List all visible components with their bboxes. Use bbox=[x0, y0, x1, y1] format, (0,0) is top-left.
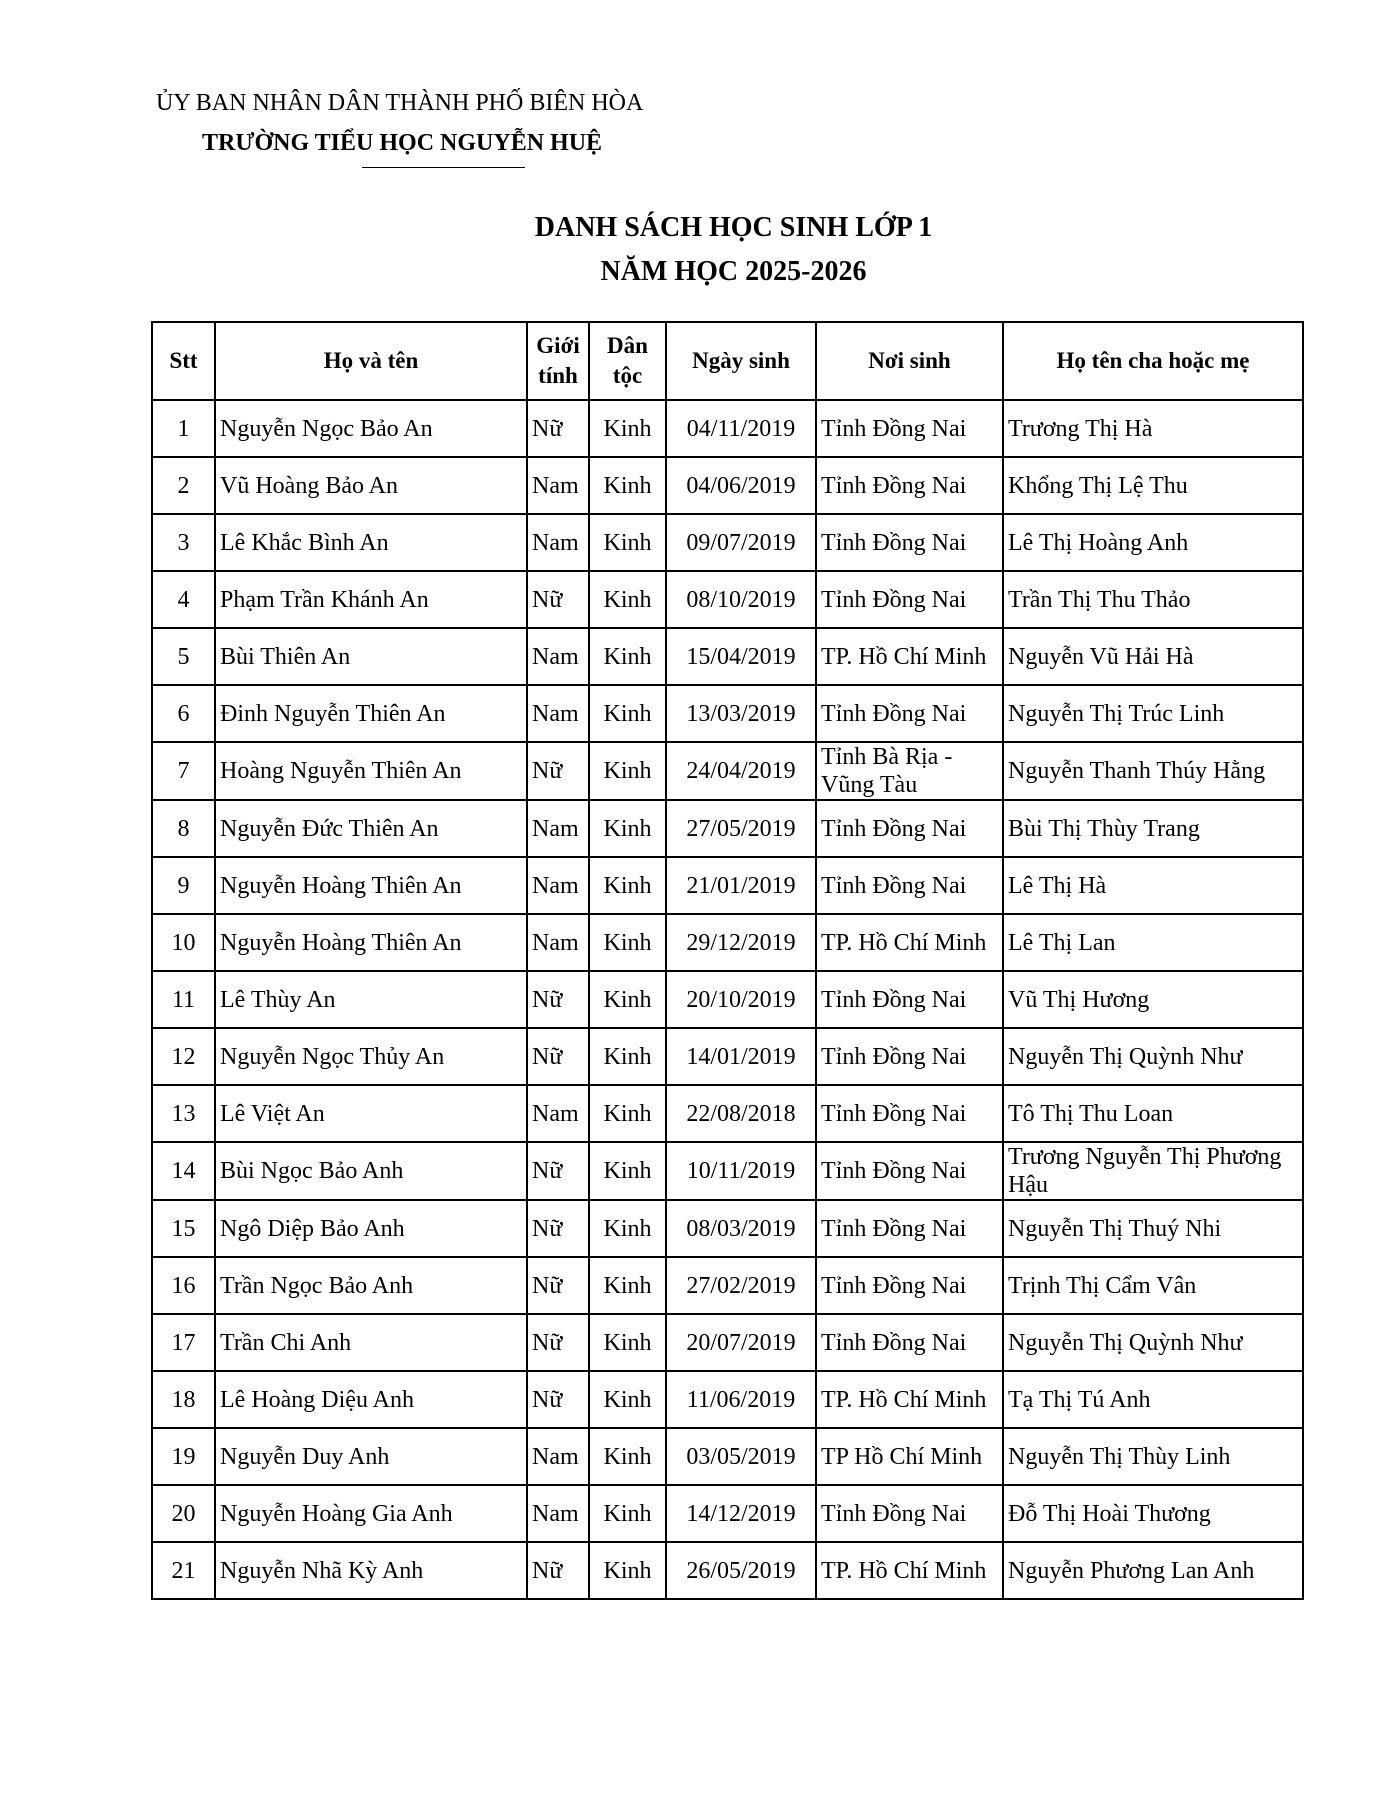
cell-dob: 03/05/2019 bbox=[666, 1428, 816, 1485]
cell-parent-name: Trần Thị Thu Thảo bbox=[1003, 571, 1303, 628]
student-table bbox=[151, 321, 1304, 1600]
cell-stt: 7 bbox=[152, 742, 215, 800]
cell-dob: 04/06/2019 bbox=[666, 457, 816, 514]
cell-student-name: Lê Khắc Bình An bbox=[215, 514, 527, 571]
cell-gender: Nữ bbox=[527, 1200, 589, 1257]
cell-gender: Nữ bbox=[527, 1028, 589, 1085]
cell-gender: Nữ bbox=[527, 742, 589, 800]
cell-parent-name: Lê Thị Hà bbox=[1003, 857, 1303, 914]
cell-dob: 20/07/2019 bbox=[666, 1314, 816, 1371]
cell-ethnicity: Kinh bbox=[589, 1428, 666, 1485]
cell-gender: Nam bbox=[527, 457, 589, 514]
table-row bbox=[152, 457, 1303, 514]
cell-ethnicity: Kinh bbox=[589, 800, 666, 857]
cell-parent-name: Lê Thị Hoàng Anh bbox=[1003, 514, 1303, 571]
cell-student-name: Nguyễn Duy Anh bbox=[215, 1428, 527, 1485]
cell-parent-name: Đỗ Thị Hoài Thương bbox=[1003, 1485, 1303, 1542]
cell-pob: TP. Hồ Chí Minh bbox=[816, 1542, 1003, 1599]
cell-pob: Tỉnh Đồng Nai bbox=[816, 514, 1003, 571]
header-dob: Ngày sinh bbox=[666, 322, 816, 400]
school-name: TRƯỜNG TIỂU HỌC NGUYỄN HUỆ bbox=[202, 130, 603, 156]
table-row bbox=[152, 1085, 1303, 1142]
cell-parent-name: Trịnh Thị Cẩm Vân bbox=[1003, 1257, 1303, 1314]
table-row bbox=[152, 971, 1303, 1028]
cell-gender: Nam bbox=[527, 685, 589, 742]
table-row bbox=[152, 685, 1303, 742]
cell-stt: 6 bbox=[152, 685, 215, 742]
authority-name: ỦY BAN NHÂN DÂN THÀNH PHỐ BIÊN HÒA bbox=[156, 90, 644, 116]
header-gender-line1: Giới bbox=[536, 333, 580, 358]
cell-dob: 13/03/2019 bbox=[666, 685, 816, 742]
cell-ethnicity: Kinh bbox=[589, 1200, 666, 1257]
cell-stt: 19 bbox=[152, 1428, 215, 1485]
cell-stt: 8 bbox=[152, 800, 215, 857]
cell-ethnicity: Kinh bbox=[589, 1485, 666, 1542]
cell-parent-name: Tạ Thị Tú Anh bbox=[1003, 1371, 1303, 1428]
cell-parent-name: Bùi Thị Thùy Trang bbox=[1003, 800, 1303, 857]
cell-stt: 9 bbox=[152, 857, 215, 914]
cell-pob: Tỉnh Đồng Nai bbox=[816, 685, 1003, 742]
cell-gender: Nam bbox=[527, 914, 589, 971]
cell-pob: TP. Hồ Chí Minh bbox=[816, 628, 1003, 685]
cell-student-name: Trần Ngọc Bảo Anh bbox=[215, 1257, 527, 1314]
cell-pob: Tỉnh Đồng Nai bbox=[816, 800, 1003, 857]
table-row bbox=[152, 1314, 1303, 1371]
cell-stt: 12 bbox=[152, 1028, 215, 1085]
cell-stt: 17 bbox=[152, 1314, 215, 1371]
cell-gender: Nam bbox=[527, 514, 589, 571]
cell-pob: Tỉnh Đồng Nai bbox=[816, 400, 1003, 457]
cell-student-name: Lê Thùy An bbox=[215, 971, 527, 1028]
cell-parent-name: Trương Thị Hà bbox=[1003, 400, 1303, 457]
cell-pob: Tỉnh Đồng Nai bbox=[816, 1485, 1003, 1542]
table-row bbox=[152, 571, 1303, 628]
cell-ethnicity: Kinh bbox=[589, 1028, 666, 1085]
table-row bbox=[152, 628, 1303, 685]
table-row bbox=[152, 742, 1303, 800]
cell-stt: 10 bbox=[152, 914, 215, 971]
school-underline bbox=[362, 167, 525, 168]
cell-pob: TP. Hồ Chí Minh bbox=[816, 914, 1003, 971]
cell-pob: Tỉnh Đồng Nai bbox=[816, 1085, 1003, 1142]
header-gender-line2: tính bbox=[538, 363, 578, 388]
cell-pob: Tỉnh Đồng Nai bbox=[816, 1257, 1003, 1314]
table-row bbox=[152, 1371, 1303, 1428]
cell-pob: TP Hồ Chí Minh bbox=[816, 1428, 1003, 1485]
header-ethnicity-line2: tộc bbox=[612, 363, 643, 388]
header-ethnicity-line1: Dân bbox=[607, 333, 648, 358]
cell-student-name: Nguyễn Hoàng Thiên An bbox=[215, 857, 527, 914]
cell-ethnicity: Kinh bbox=[589, 571, 666, 628]
cell-dob: 08/03/2019 bbox=[666, 1200, 816, 1257]
table-row bbox=[152, 1428, 1303, 1485]
cell-student-name: Lê Việt An bbox=[215, 1085, 527, 1142]
cell-ethnicity: Kinh bbox=[589, 1142, 666, 1200]
cell-parent-name: Nguyễn Thị Quỳnh Như bbox=[1003, 1028, 1303, 1085]
cell-dob: 15/04/2019 bbox=[666, 628, 816, 685]
cell-pob: Tỉnh Đồng Nai bbox=[816, 971, 1003, 1028]
cell-gender: Nam bbox=[527, 1428, 589, 1485]
table-row bbox=[152, 800, 1303, 857]
cell-stt: 3 bbox=[152, 514, 215, 571]
cell-dob: 22/08/2018 bbox=[666, 1085, 816, 1142]
table-row bbox=[152, 914, 1303, 971]
cell-gender: Nữ bbox=[527, 1542, 589, 1599]
cell-pob: TP. Hồ Chí Minh bbox=[816, 1371, 1003, 1428]
cell-stt: 18 bbox=[152, 1371, 215, 1428]
cell-dob: 24/04/2019 bbox=[666, 742, 816, 800]
school-year-title: NĂM HỌC 2025-2026 bbox=[600, 256, 867, 287]
table-header-row bbox=[152, 322, 1303, 400]
cell-parent-name: Vũ Thị Hương bbox=[1003, 971, 1303, 1028]
cell-dob: 09/07/2019 bbox=[666, 514, 816, 571]
cell-parent-name: Nguyễn Phương Lan Anh bbox=[1003, 1542, 1303, 1599]
cell-gender: Nữ bbox=[527, 971, 589, 1028]
cell-gender: Nam bbox=[527, 857, 589, 914]
table-row bbox=[152, 400, 1303, 457]
cell-parent-name: Nguyễn Thanh Thúy Hằng bbox=[1003, 742, 1303, 800]
cell-gender: Nữ bbox=[527, 571, 589, 628]
cell-ethnicity: Kinh bbox=[589, 1314, 666, 1371]
cell-parent-name: Nguyễn Thị Quỳnh Như bbox=[1003, 1314, 1303, 1371]
cell-ethnicity: Kinh bbox=[589, 1542, 666, 1599]
cell-student-name: Nguyễn Nhã Kỳ Anh bbox=[215, 1542, 527, 1599]
cell-stt: 4 bbox=[152, 571, 215, 628]
cell-stt: 11 bbox=[152, 971, 215, 1028]
cell-parent-name: Nguyễn Thị Thuý Nhi bbox=[1003, 1200, 1303, 1257]
header-pob: Nơi sinh bbox=[816, 322, 1003, 400]
cell-parent-name: Trương Nguyễn Thị Phương Hậu bbox=[1003, 1142, 1303, 1200]
cell-parent-name: Lê Thị Lan bbox=[1003, 914, 1303, 971]
cell-ethnicity: Kinh bbox=[589, 971, 666, 1028]
cell-dob: 21/01/2019 bbox=[666, 857, 816, 914]
cell-dob: 04/11/2019 bbox=[666, 400, 816, 457]
table-row bbox=[152, 1200, 1303, 1257]
cell-student-name: Nguyễn Đức Thiên An bbox=[215, 800, 527, 857]
cell-ethnicity: Kinh bbox=[589, 1257, 666, 1314]
cell-stt: 21 bbox=[152, 1542, 215, 1599]
cell-parent-name: Khổng Thị Lệ Thu bbox=[1003, 457, 1303, 514]
cell-gender: Nữ bbox=[527, 1142, 589, 1200]
cell-dob: 26/05/2019 bbox=[666, 1542, 816, 1599]
cell-parent-name: Nguyễn Vũ Hải Hà bbox=[1003, 628, 1303, 685]
cell-pob: Tỉnh Đồng Nai bbox=[816, 1142, 1003, 1200]
header-gender bbox=[527, 322, 589, 400]
cell-pob: Tỉnh Đồng Nai bbox=[816, 457, 1003, 514]
cell-student-name: Nguyễn Hoàng Gia Anh bbox=[215, 1485, 527, 1542]
cell-gender: Nữ bbox=[527, 1371, 589, 1428]
cell-dob: 27/02/2019 bbox=[666, 1257, 816, 1314]
cell-student-name: Vũ Hoàng Bảo An bbox=[215, 457, 527, 514]
cell-gender: Nam bbox=[527, 1085, 589, 1142]
cell-student-name: Hoàng Nguyễn Thiên An bbox=[215, 742, 527, 800]
table-row bbox=[152, 857, 1303, 914]
table-row bbox=[152, 1028, 1303, 1085]
cell-student-name: Bùi Ngọc Bảo Anh bbox=[215, 1142, 527, 1200]
cell-ethnicity: Kinh bbox=[589, 742, 666, 800]
cell-dob: 14/12/2019 bbox=[666, 1485, 816, 1542]
cell-ethnicity: Kinh bbox=[589, 457, 666, 514]
cell-stt: 2 bbox=[152, 457, 215, 514]
cell-stt: 5 bbox=[152, 628, 215, 685]
cell-dob: 08/10/2019 bbox=[666, 571, 816, 628]
cell-dob: 29/12/2019 bbox=[666, 914, 816, 971]
cell-stt: 14 bbox=[152, 1142, 215, 1200]
cell-dob: 11/06/2019 bbox=[666, 1371, 816, 1428]
cell-pob: Tỉnh Bà Rịa - Vũng Tàu bbox=[816, 742, 1003, 800]
cell-ethnicity: Kinh bbox=[589, 914, 666, 971]
cell-student-name: Đinh Nguyễn Thiên An bbox=[215, 685, 527, 742]
cell-gender: Nam bbox=[527, 800, 589, 857]
header-stt: Stt bbox=[152, 322, 215, 400]
cell-gender: Nam bbox=[527, 628, 589, 685]
cell-stt: 16 bbox=[152, 1257, 215, 1314]
cell-ethnicity: Kinh bbox=[589, 400, 666, 457]
cell-stt: 13 bbox=[152, 1085, 215, 1142]
document-title: DANH SÁCH HỌC SINH LỚP 1 bbox=[534, 212, 933, 243]
cell-gender: Nam bbox=[527, 1485, 589, 1542]
table-row bbox=[152, 1257, 1303, 1314]
cell-student-name: Bùi Thiên An bbox=[215, 628, 527, 685]
cell-parent-name: Tô Thị Thu Loan bbox=[1003, 1085, 1303, 1142]
cell-ethnicity: Kinh bbox=[589, 628, 666, 685]
cell-parent-name: Nguyễn Thị Thùy Linh bbox=[1003, 1428, 1303, 1485]
cell-stt: 20 bbox=[152, 1485, 215, 1542]
cell-student-name: Lê Hoàng Diệu Anh bbox=[215, 1371, 527, 1428]
cell-pob: Tỉnh Đồng Nai bbox=[816, 1314, 1003, 1371]
cell-gender: Nữ bbox=[527, 400, 589, 457]
cell-parent-name: Nguyễn Thị Trúc Linh bbox=[1003, 685, 1303, 742]
header-ethnicity bbox=[589, 322, 666, 400]
cell-student-name: Phạm Trần Khánh An bbox=[215, 571, 527, 628]
cell-student-name: Nguyễn Ngọc Thủy An bbox=[215, 1028, 527, 1085]
cell-dob: 14/01/2019 bbox=[666, 1028, 816, 1085]
cell-pob: Tỉnh Đồng Nai bbox=[816, 1200, 1003, 1257]
cell-student-name: Ngô Diệp Bảo Anh bbox=[215, 1200, 527, 1257]
header-name: Họ và tên bbox=[215, 322, 527, 400]
cell-ethnicity: Kinh bbox=[589, 857, 666, 914]
cell-dob: 20/10/2019 bbox=[666, 971, 816, 1028]
table-row bbox=[152, 514, 1303, 571]
header-parent: Họ tên cha hoặc mẹ bbox=[1003, 322, 1303, 400]
cell-gender: Nữ bbox=[527, 1314, 589, 1371]
cell-stt: 1 bbox=[152, 400, 215, 457]
cell-student-name: Trần Chi Anh bbox=[215, 1314, 527, 1371]
cell-ethnicity: Kinh bbox=[589, 1085, 666, 1142]
cell-pob: Tỉnh Đồng Nai bbox=[816, 857, 1003, 914]
cell-ethnicity: Kinh bbox=[589, 685, 666, 742]
cell-pob: Tỉnh Đồng Nai bbox=[816, 1028, 1003, 1085]
table-row bbox=[152, 1542, 1303, 1599]
cell-student-name: Nguyễn Ngọc Bảo An bbox=[215, 400, 527, 457]
table-row bbox=[152, 1142, 1303, 1200]
cell-dob: 27/05/2019 bbox=[666, 800, 816, 857]
cell-gender: Nữ bbox=[527, 1257, 589, 1314]
cell-ethnicity: Kinh bbox=[589, 514, 666, 571]
cell-stt: 15 bbox=[152, 1200, 215, 1257]
table-row bbox=[152, 1485, 1303, 1542]
cell-student-name: Nguyễn Hoàng Thiên An bbox=[215, 914, 527, 971]
cell-ethnicity: Kinh bbox=[589, 1371, 666, 1428]
cell-dob: 10/11/2019 bbox=[666, 1142, 816, 1200]
cell-pob: Tỉnh Đồng Nai bbox=[816, 571, 1003, 628]
